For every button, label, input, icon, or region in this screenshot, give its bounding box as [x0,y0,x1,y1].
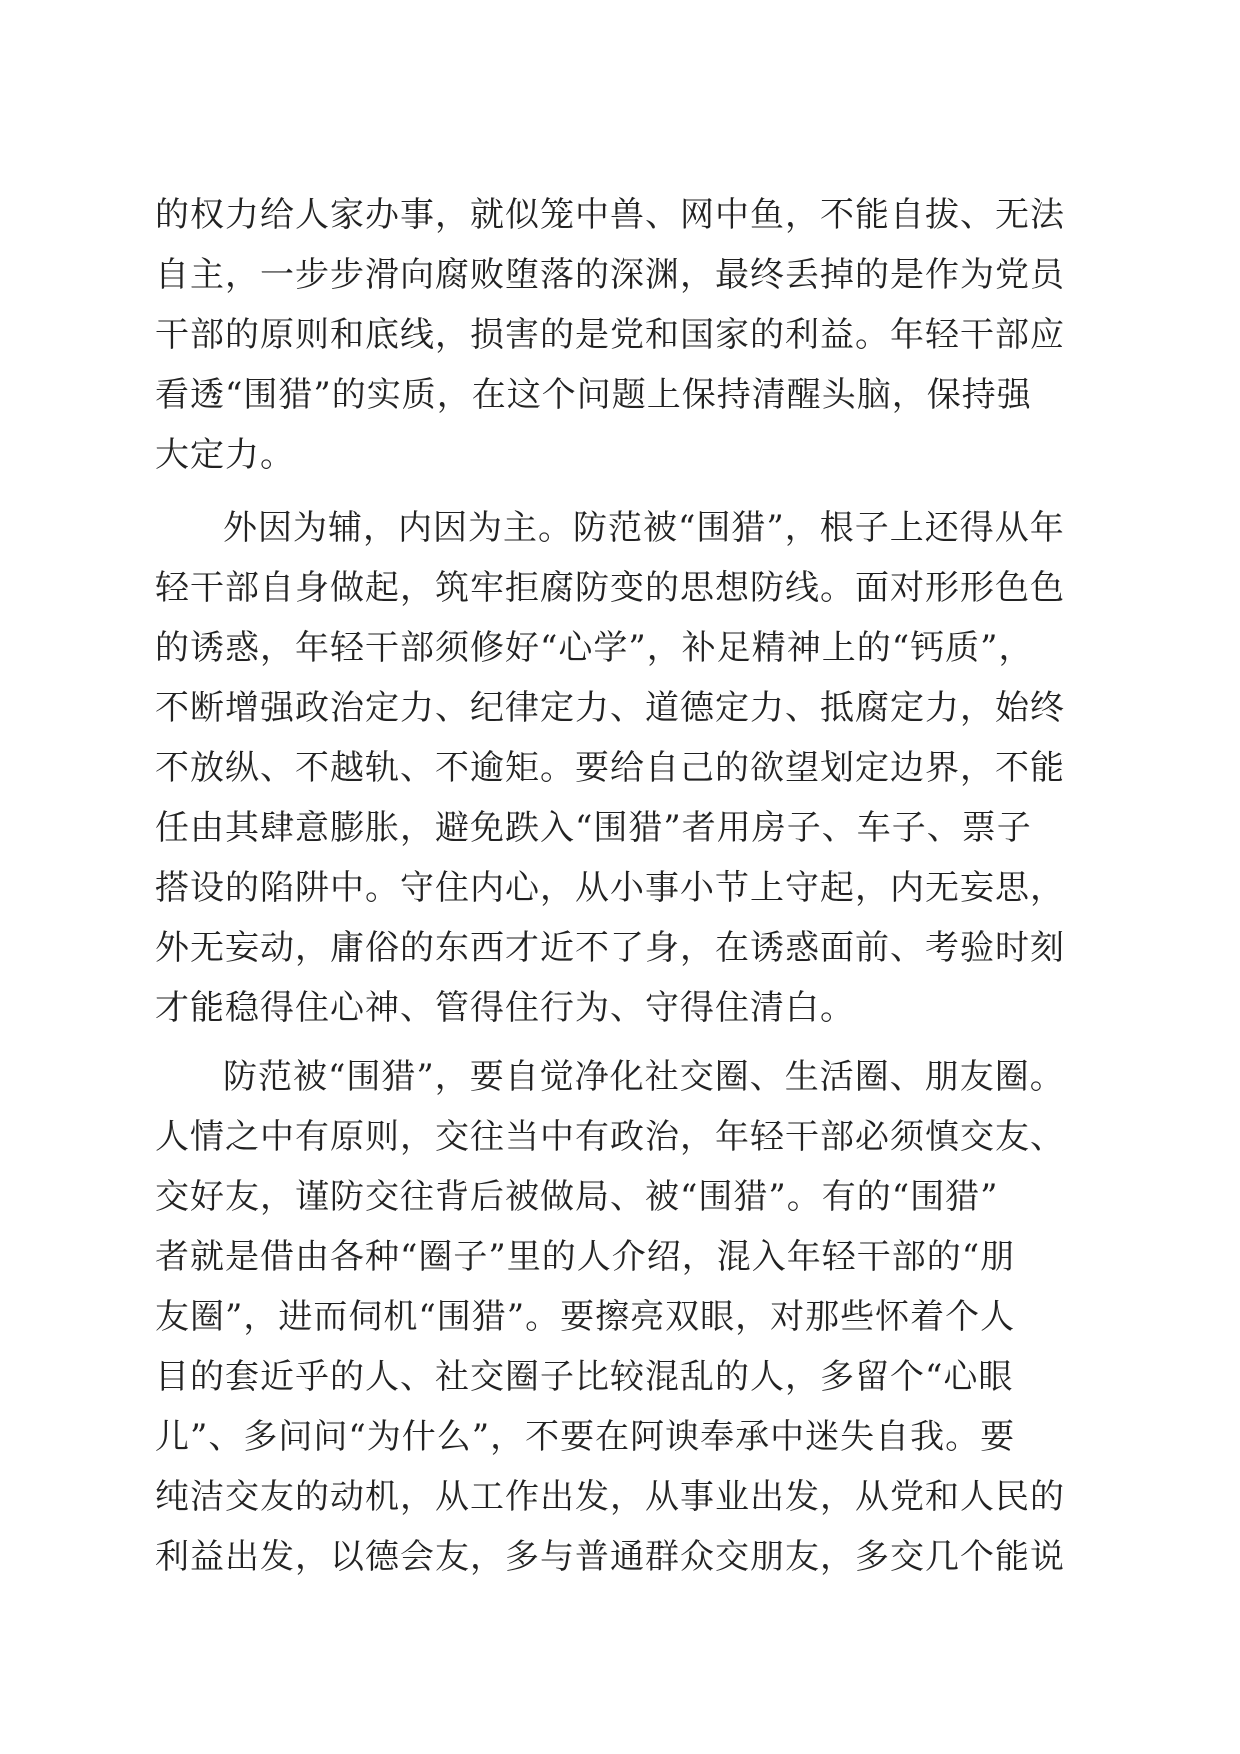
text-line: 自主，一步步滑向腐败堕落的深渊，最终丢掉的是作为党员 [155,255,1065,295]
text-line: 外因为辅，内因为主。防范被“围猎”，根子上还得从年 [223,508,1065,548]
text-line: 者就是借由各种“圈子”里的人介绍，混入年轻干部的“朋 [155,1237,1016,1277]
text-line: 大定力。 [155,435,295,475]
text-line: 干部的原则和底线，损害的是党和国家的利益。年轻干部应 [155,315,1065,355]
paragraph-2 [155,498,1105,1038]
text-line: 不放纵、不越轨、不逾矩。要给自己的欲望划定边界，不能 [155,748,1065,788]
text-line: 外无妄动，庸俗的东西才近不了身，在诱惑面前、考验时刻 [155,928,1065,968]
text-line: 搭设的陷阱中。守住内心，从小事小节上守起，内无妄思， [155,868,1065,908]
text-line: 才能稳得住心神、管得住行为、守得住清白。 [155,988,855,1028]
text-line: 人情之中有原则，交往当中有政治，年轻干部必须慎交友、 [155,1117,1065,1157]
text-line: 不断增强政治定力、纪律定力、道德定力、抵腐定力，始终 [155,688,1065,728]
text-line: 目的套近乎的人、社交圈子比较混乱的人，多留个“心眼 [155,1357,1014,1397]
text-line: 的诱惑，年轻干部须修好“心学”，补足精神上的“钙质”， [155,628,1034,668]
text-line: 儿”、多问问“为什么”，不要在阿谀奉承中迷失自我。要 [155,1417,1016,1457]
text-line: 交好友，谨防交往背后被做局、被“围猎”。有的“围猎” [155,1177,999,1217]
text-line: 防范被“围猎”，要自觉净化社交圈、生活圈、朋友圈。 [223,1057,1065,1097]
text-line: 的权力给人家办事，就似笼中兽、网中鱼，不能自拔、无法 [155,195,1065,235]
text-line: 轻干部自身做起，筑牢拒腐防变的思想防线。面对形形色色 [155,568,1065,608]
text-line: 任由其肆意膨胀，避免跌入“围猎”者用房子、车子、票子 [155,808,1032,848]
text-line: 看透“围猎”的实质，在这个问题上保持清醒头脑，保持强 [155,375,1032,415]
paragraph-3 [155,1047,1105,1587]
text-line: 友圈”，进而伺机“围猎”。要擦亮双眼，对那些怀着个人 [155,1297,1016,1337]
paragraph-1 [155,185,1105,485]
text-line: 利益出发，以德会友，多与普通群众交朋友，多交几个能说 [155,1537,1065,1577]
text-line: 纯洁交友的动机，从工作出发，从事业出发，从党和人民的 [155,1477,1065,1517]
